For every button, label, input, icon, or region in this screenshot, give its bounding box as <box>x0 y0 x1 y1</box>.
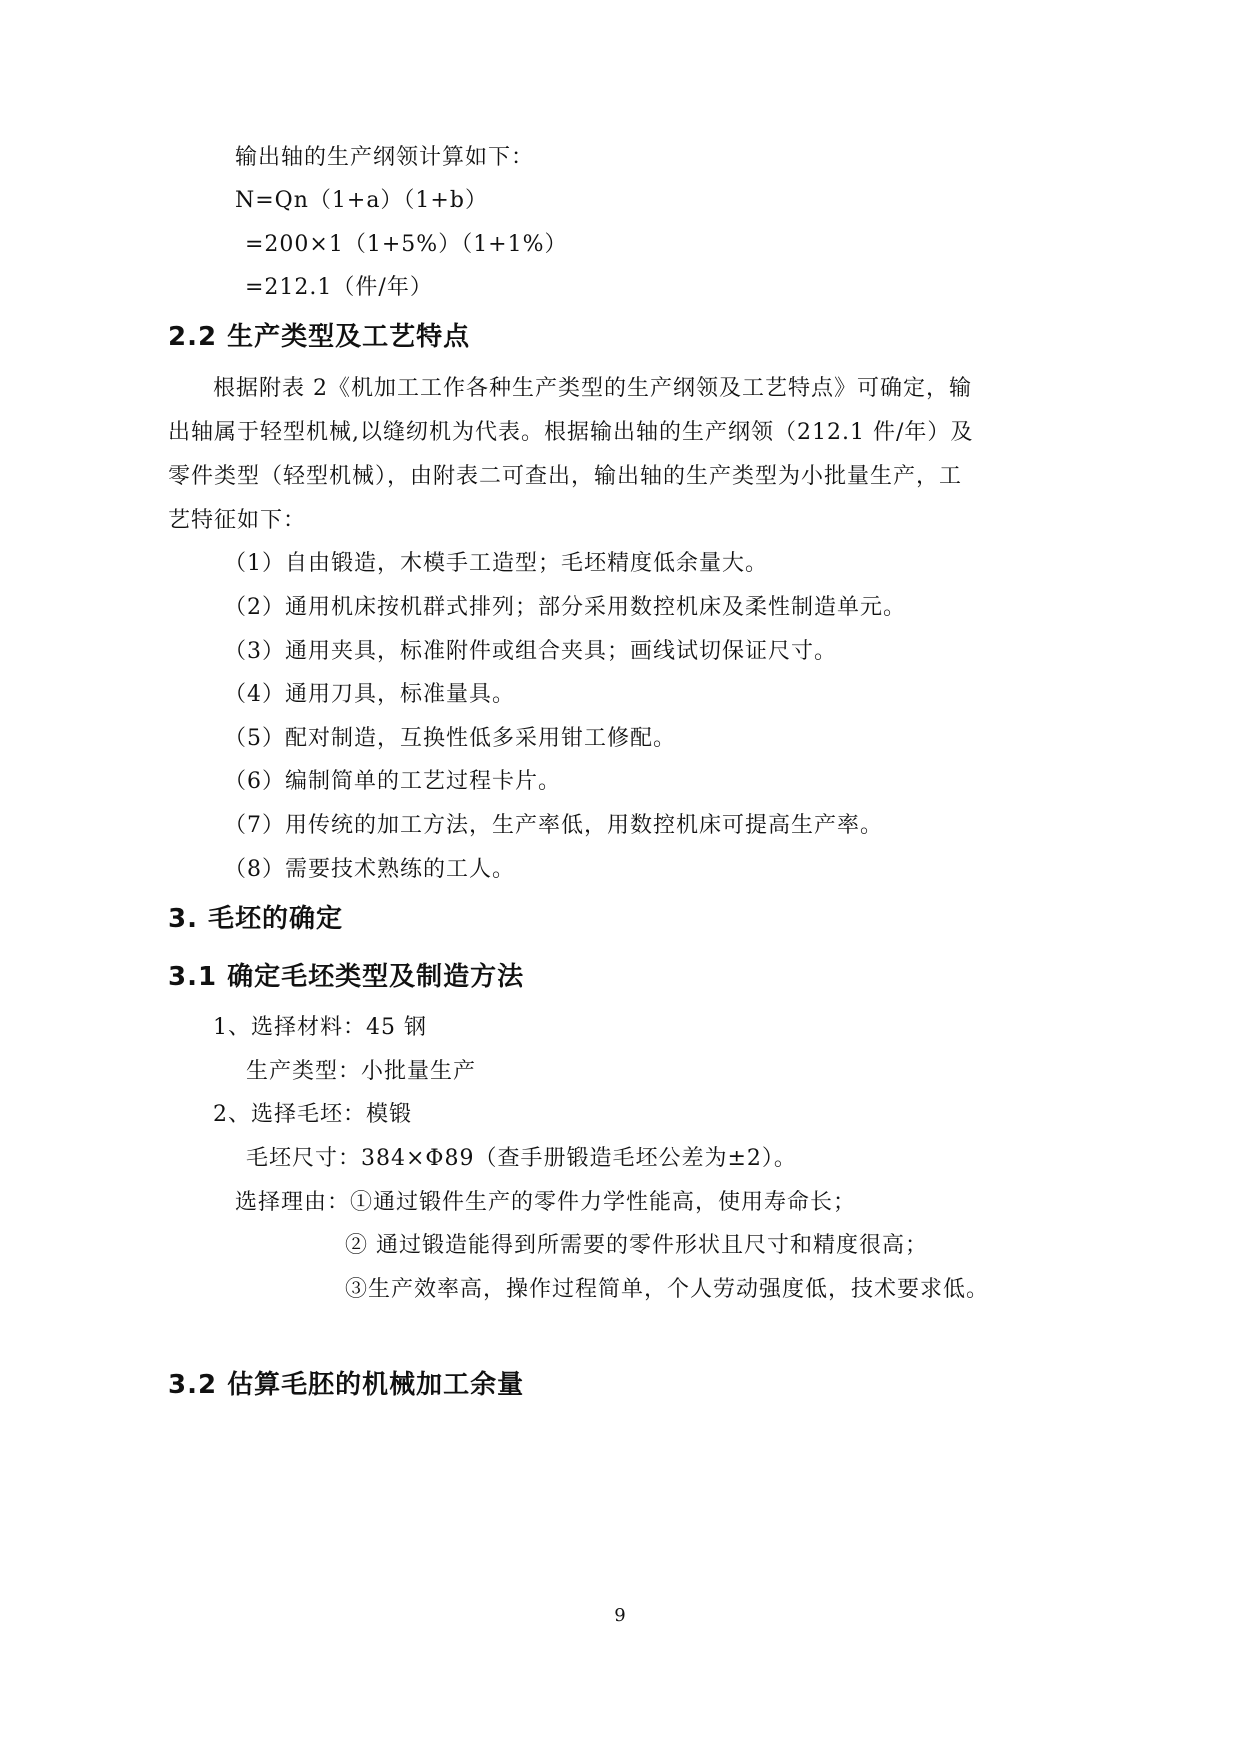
formula-line: N=Qn（1+a）（1+b） <box>235 188 488 213</box>
production-type-line: 生产类型：小批量生产 <box>246 1059 477 1084</box>
calculation-intro: 输出轴的生产纲领计算如下： <box>235 145 535 170</box>
formula-result: =212.1（件/年） <box>245 275 433 300</box>
formula-substitution: =200×1（1+5%）（1+1%） <box>245 232 568 257</box>
blank-line: 2、选择毛坯：模锻 <box>213 1102 412 1127</box>
list-item: （3）通用夹具，标准附件或组合夹具；画线试切保证尺寸。 <box>224 639 837 664</box>
section-heading-3: 3. 毛坯的确定 <box>168 904 344 934</box>
list-item: （8）需要技术熟练的工人。 <box>224 857 515 882</box>
reason-line: ② 通过锻造能得到所需要的零件形状且尺寸和精度很高； <box>345 1233 928 1258</box>
section-heading-3-1: 3.1 确定毛坯类型及制造方法 <box>168 962 525 992</box>
section-heading-2-2: 2.2 生产类型及工艺特点 <box>168 322 471 352</box>
paragraph-line: 零件类型（轻型机械），由附表二可查出，输出轴的生产类型为小批量生产，工 <box>168 464 963 489</box>
list-item: （2）通用机床按机群式排列；部分采用数控机床及柔性制造单元。 <box>224 595 906 620</box>
list-item: （1）自由锻造，木模手工造型；毛坯精度低余量大。 <box>224 551 768 576</box>
page-number: 9 <box>614 1605 626 1626</box>
list-item: （4）通用刀具，标准量具。 <box>224 682 515 707</box>
list-item: （6）编制简单的工艺过程卡片。 <box>224 769 561 794</box>
paragraph-line: 出轴属于轻型机械,以缝纫机为代表。根据输出轴的生产纲领（212.1 件/年）及 <box>168 420 974 445</box>
list-item: （7）用传统的加工方法，生产率低，用数控机床可提高生产率。 <box>224 813 883 838</box>
reason-line: ③生产效率高，操作过程简单，个人劳动强度低，技术要求低。 <box>345 1277 990 1302</box>
list-item: （5）配对制造，互换性低多采用钳工修配。 <box>224 726 676 751</box>
section-heading-3-2: 3.2 估算毛胚的机械加工余量 <box>168 1370 525 1400</box>
material-line: 1、选择材料：45 钢 <box>213 1015 427 1040</box>
paragraph-line: 根据附表 2《机加工工作各种生产类型的生产纲领及工艺特点》可确定，输 <box>213 376 972 401</box>
blank-size-line: 毛坯尺寸：384×Φ89（查手册锻造毛坯公差为±2）。 <box>246 1146 797 1171</box>
reason-line: 选择理由：①通过锻件生产的零件力学性能高，使用寿命长； <box>235 1190 857 1215</box>
paragraph-line: 艺特征如下： <box>168 508 307 533</box>
